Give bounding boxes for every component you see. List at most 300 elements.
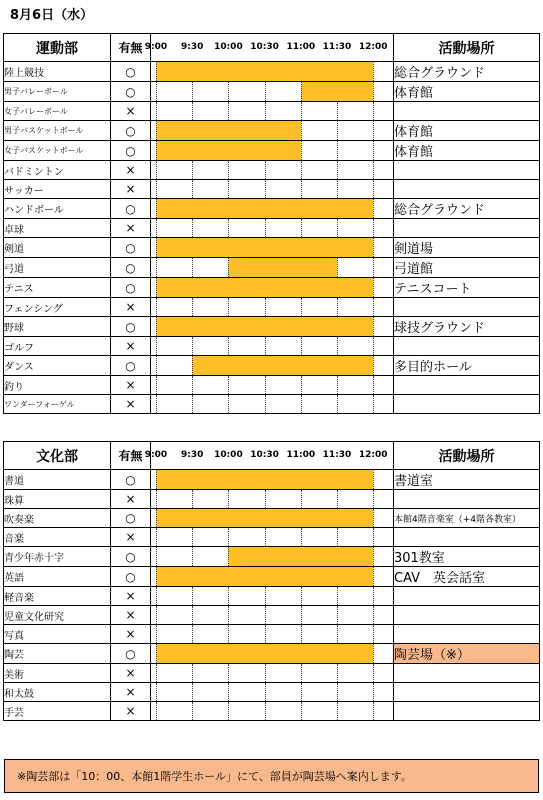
activity-status: ×: [111, 625, 151, 644]
time-gridline: [265, 625, 266, 643]
club-row: [4, 258, 540, 278]
time-gridline: [156, 199, 157, 218]
club-row: [4, 664, 540, 683]
time-gridline: [192, 102, 193, 120]
time-gridline: [337, 121, 338, 140]
time-gridline: [337, 625, 338, 643]
club-row: [4, 238, 540, 258]
club-name: 男子バスケットボール: [4, 121, 111, 141]
club-row: [4, 395, 540, 414]
time-gridline: [373, 219, 374, 237]
timeline-cell: [151, 547, 394, 567]
time-gridline: [228, 376, 229, 394]
time-gridline: [337, 683, 338, 701]
time-gridline: [156, 490, 157, 508]
time-gridline: [337, 490, 338, 508]
time-gridline: [156, 82, 157, 101]
time-gridline: [265, 337, 266, 355]
time-gridline: [373, 258, 374, 277]
activity-place: CAV 英会話室: [394, 567, 540, 587]
club-name: ハンドボール: [4, 199, 111, 219]
activity-status: ×: [111, 337, 151, 356]
club-row: [4, 376, 540, 395]
activity-status: ×: [111, 664, 151, 683]
time-gridline: [265, 702, 266, 720]
activity-status: ○: [111, 356, 151, 376]
time-label: 9:30: [180, 450, 204, 460]
time-gridline: [373, 121, 374, 140]
time-label: 9:00: [144, 450, 168, 460]
activity-status: ×: [111, 219, 151, 238]
activity-place: [394, 337, 540, 356]
timeline-cell: [151, 258, 394, 278]
activity-status: ×: [111, 298, 151, 317]
time-gridline: [192, 376, 193, 394]
time-gridline: [337, 664, 338, 682]
time-gridline: [337, 702, 338, 720]
sports-club-table: [3, 33, 540, 414]
activity-time-bar: [301, 82, 373, 101]
time-gridline: [192, 395, 193, 413]
time-gridline: [301, 161, 302, 179]
activity-time-bar: [156, 278, 373, 297]
time-gridline: [337, 528, 338, 546]
activity-place: 体育館: [394, 82, 540, 102]
activity-status: ○: [111, 317, 151, 337]
activity-time-bar: [156, 199, 373, 218]
club-name: 吹奏楽: [4, 509, 111, 528]
club-row: [4, 606, 540, 625]
activity-place: [394, 376, 540, 395]
activity-place: [394, 161, 540, 180]
activity-time-bar: [156, 567, 373, 586]
time-gridline: [192, 219, 193, 237]
club-name: 軽音楽: [4, 587, 111, 606]
time-gridline: [156, 141, 157, 160]
activity-time-bar: [156, 470, 373, 489]
club-row: [4, 102, 540, 121]
time-gridline: [156, 102, 157, 120]
sports-header-place: 活動場所: [394, 34, 540, 62]
time-gridline: [265, 528, 266, 546]
time-gridline: [337, 102, 338, 120]
time-gridline: [156, 395, 157, 413]
time-gridline: [301, 702, 302, 720]
activity-place: [394, 683, 540, 702]
time-gridline: [192, 683, 193, 701]
time-label: 10:00: [214, 450, 243, 460]
activity-place: [394, 702, 540, 721]
club-row: [4, 587, 540, 606]
time-gridline: [228, 337, 229, 355]
club-row: [4, 547, 540, 567]
club-row: [4, 298, 540, 317]
club-row: [4, 219, 540, 238]
activity-status: ○: [111, 141, 151, 161]
timeline-cell: [151, 683, 394, 702]
activity-place: 体育館: [394, 121, 540, 141]
time-label: 12:00: [358, 450, 388, 460]
time-gridline: [337, 141, 338, 160]
time-gridline: [156, 238, 157, 257]
club-row: [4, 199, 540, 219]
activity-status: ○: [111, 62, 151, 82]
time-gridline: [192, 161, 193, 179]
time-gridline: [301, 625, 302, 643]
time-gridline: [301, 337, 302, 355]
time-gridline: [228, 683, 229, 701]
timeline-cell: [151, 625, 394, 644]
time-label: 11:30: [322, 450, 352, 460]
time-gridline: [373, 317, 374, 336]
activity-place: 弓道館: [394, 258, 540, 278]
activity-place: 剣道場: [394, 238, 540, 258]
time-gridline: [301, 587, 302, 605]
activity-status: ○: [111, 258, 151, 278]
time-gridline: [192, 298, 193, 316]
activity-place: 301教室: [394, 547, 540, 567]
time-gridline: [373, 376, 374, 394]
activity-status: ×: [111, 395, 151, 414]
culture-header-times: [144, 442, 394, 470]
culture-header-row: [4, 442, 540, 470]
club-row: [4, 702, 540, 721]
activity-place: 本館4階音楽室（+4階各教室）: [394, 509, 540, 528]
activity-place: 書道室: [394, 470, 540, 490]
time-gridline: [265, 587, 266, 605]
timeline-cell: [151, 62, 394, 82]
activity-time-bar: [156, 141, 301, 160]
time-gridline: [156, 683, 157, 701]
activity-place: [394, 395, 540, 414]
culture-header-yn: 有無: [111, 442, 151, 470]
timeline-cell: [151, 644, 394, 664]
time-gridline: [156, 278, 157, 297]
club-name: サッカー: [4, 180, 111, 199]
time-gridline: [192, 337, 193, 355]
time-gridline: [192, 547, 193, 566]
activity-status: ○: [111, 278, 151, 298]
time-gridline: [301, 219, 302, 237]
time-gridline: [265, 298, 266, 316]
time-gridline: [373, 683, 374, 701]
activity-place: [394, 528, 540, 547]
activity-time-bar: [156, 317, 373, 336]
activity-time-bar: [228, 258, 337, 277]
activity-place: 総合グラウンド: [394, 199, 540, 219]
club-name: 女子バスケットボール: [4, 141, 111, 161]
time-gridline: [228, 102, 229, 120]
activity-status: ○: [111, 470, 151, 490]
time-gridline: [192, 258, 193, 277]
time-gridline: [156, 470, 157, 489]
time-gridline: [156, 121, 157, 140]
time-gridline: [228, 702, 229, 720]
time-gridline: [192, 490, 193, 508]
time-gridline: [373, 470, 374, 489]
time-gridline: [373, 356, 374, 375]
activity-place: 多目的ホール: [394, 356, 540, 376]
time-gridline: [156, 180, 157, 198]
time-gridline: [228, 298, 229, 316]
club-row: [4, 509, 540, 528]
time-gridline: [337, 395, 338, 413]
time-gridline: [373, 102, 374, 120]
time-gridline: [373, 702, 374, 720]
activity-time-bar: [192, 356, 373, 375]
time-gridline: [156, 219, 157, 237]
time-gridline: [192, 625, 193, 643]
time-gridline: [192, 356, 193, 375]
timeline-cell: [151, 395, 394, 414]
time-gridline: [156, 161, 157, 179]
club-name: 写真: [4, 625, 111, 644]
activity-status: ×: [111, 490, 151, 509]
time-gridline: [301, 683, 302, 701]
time-gridline: [373, 82, 374, 101]
time-gridline: [337, 587, 338, 605]
time-gridline: [301, 490, 302, 508]
timeline-cell: [151, 702, 394, 721]
timeline-cell: [151, 180, 394, 199]
culture-club-table: [3, 441, 540, 721]
time-gridline: [373, 490, 374, 508]
club-row: [4, 470, 540, 490]
time-gridline: [156, 528, 157, 546]
timeline-cell: [151, 509, 394, 528]
club-name: 弓道: [4, 258, 111, 278]
time-gridline: [156, 547, 157, 566]
club-row: [4, 278, 540, 298]
time-gridline: [337, 258, 338, 277]
time-label: 9:00: [144, 42, 168, 52]
time-gridline: [373, 587, 374, 605]
club-row: [4, 567, 540, 587]
time-gridline: [373, 278, 374, 297]
time-gridline: [301, 102, 302, 120]
time-gridline: [373, 161, 374, 179]
club-row: [4, 180, 540, 199]
time-gridline: [156, 644, 157, 663]
time-gridline: [373, 337, 374, 355]
time-gridline: [373, 199, 374, 218]
club-row: [4, 141, 540, 161]
activity-status: ×: [111, 102, 151, 121]
time-gridline: [265, 376, 266, 394]
club-name: ワンダーフォーゲル: [4, 395, 111, 414]
time-gridline: [156, 587, 157, 605]
time-gridline: [373, 509, 374, 527]
time-gridline: [301, 180, 302, 198]
time-gridline: [192, 587, 193, 605]
time-gridline: [156, 337, 157, 355]
timeline-cell: [151, 664, 394, 683]
sports-header-times: [144, 34, 394, 62]
activity-status: ×: [111, 606, 151, 625]
timeline-cell: [151, 238, 394, 258]
time-gridline: [192, 528, 193, 546]
time-gridline: [228, 547, 229, 566]
activity-time-bar: [156, 509, 373, 527]
activity-time-bar: [156, 644, 373, 663]
time-gridline: [192, 606, 193, 624]
activity-status: ○: [111, 238, 151, 258]
activity-place: テニスコート: [394, 278, 540, 298]
time-gridline: [373, 625, 374, 643]
activity-status: ○: [111, 509, 151, 528]
time-gridline: [156, 356, 157, 375]
time-gridline: [301, 141, 302, 160]
time-gridline: [228, 395, 229, 413]
time-gridline: [337, 219, 338, 237]
club-name: フェンシング: [4, 298, 111, 317]
activity-place: [394, 298, 540, 317]
timeline-cell: [151, 141, 394, 161]
time-gridline: [265, 683, 266, 701]
time-gridline: [265, 161, 266, 179]
time-label: 11:30: [322, 42, 352, 52]
time-gridline: [156, 509, 157, 527]
club-name: 陶芸: [4, 644, 111, 664]
club-name: 釣り: [4, 376, 111, 395]
activity-status: ○: [111, 547, 151, 567]
time-gridline: [156, 376, 157, 394]
activity-status: ×: [111, 180, 151, 199]
time-gridline: [228, 528, 229, 546]
time-gridline: [337, 180, 338, 198]
timeline-cell: [151, 82, 394, 102]
time-gridline: [228, 258, 229, 277]
time-gridline: [265, 606, 266, 624]
time-gridline: [156, 62, 157, 81]
time-gridline: [373, 180, 374, 198]
club-name: 美術: [4, 664, 111, 683]
time-gridline: [156, 606, 157, 624]
time-gridline: [228, 587, 229, 605]
club-name: 男子バレーボール: [4, 82, 111, 102]
timeline-cell: [151, 337, 394, 356]
time-gridline: [301, 376, 302, 394]
time-gridline: [301, 82, 302, 101]
time-gridline: [156, 702, 157, 720]
ceramics-note: ※陶芸部は「10：00、本館1階学生ホール」にて、部員が陶芸場へ案内します。: [4, 759, 539, 793]
activity-place: [394, 102, 540, 121]
time-gridline: [265, 82, 266, 101]
time-gridline: [192, 702, 193, 720]
timeline-cell: [151, 470, 394, 490]
time-gridline: [373, 547, 374, 566]
activity-place: [394, 490, 540, 509]
club-row: [4, 490, 540, 509]
time-gridline: [265, 490, 266, 508]
time-gridline: [156, 664, 157, 682]
time-gridline: [228, 180, 229, 198]
time-gridline: [228, 625, 229, 643]
time-gridline: [373, 644, 374, 663]
time-gridline: [228, 82, 229, 101]
club-row: [4, 683, 540, 702]
activity-place: 体育館: [394, 141, 540, 161]
time-gridline: [301, 395, 302, 413]
club-name: ゴルフ: [4, 337, 111, 356]
club-row: [4, 161, 540, 180]
club-row: [4, 625, 540, 644]
club-row: [4, 337, 540, 356]
club-row: [4, 528, 540, 547]
time-gridline: [265, 664, 266, 682]
timeline-cell: [151, 219, 394, 238]
activity-status: ×: [111, 376, 151, 395]
club-row: [4, 317, 540, 337]
club-name: 野球: [4, 317, 111, 337]
time-gridline: [228, 219, 229, 237]
culture-header-name: 文化部: [4, 442, 111, 470]
activity-time-bar: [156, 121, 301, 140]
time-gridline: [301, 664, 302, 682]
club-name: 卓球: [4, 219, 111, 238]
activity-status: ×: [111, 702, 151, 721]
timeline-cell: [151, 356, 394, 376]
activity-time-bar: [156, 62, 373, 81]
activity-status: ×: [111, 528, 151, 547]
time-gridline: [337, 298, 338, 316]
time-gridline: [373, 298, 374, 316]
activity-status: ○: [111, 567, 151, 587]
time-label: 12:00: [358, 42, 388, 52]
time-gridline: [337, 606, 338, 624]
time-gridline: [337, 161, 338, 179]
time-gridline: [192, 82, 193, 101]
activity-time-bar: [156, 238, 373, 257]
activity-time-bar: [228, 547, 373, 566]
time-gridline: [156, 567, 157, 586]
club-name: 女子バレーボール: [4, 102, 111, 121]
club-name: 書道: [4, 470, 111, 490]
activity-status: ×: [111, 683, 151, 702]
schedule-date: 8月6日（水）: [10, 8, 94, 23]
club-name: 児童文化研究: [4, 606, 111, 625]
club-name: テニス: [4, 278, 111, 298]
time-gridline: [192, 664, 193, 682]
time-gridline: [192, 180, 193, 198]
time-label: 11:00: [286, 450, 316, 460]
club-name: ダンス: [4, 356, 111, 376]
activity-place: [394, 606, 540, 625]
timeline-cell: [151, 298, 394, 317]
time-gridline: [156, 258, 157, 277]
culture-header-place: 活動場所: [394, 442, 540, 470]
sports-header-row: [4, 34, 540, 62]
club-name: 和太鼓: [4, 683, 111, 702]
time-gridline: [265, 395, 266, 413]
timeline-cell: [151, 161, 394, 180]
club-name: バドミントン: [4, 161, 111, 180]
activity-place: [394, 587, 540, 606]
time-gridline: [373, 141, 374, 160]
activity-place: 陶芸場（※）: [394, 644, 540, 664]
activity-place: [394, 180, 540, 199]
activity-status: ×: [111, 161, 151, 180]
activity-place: 球技グラウンド: [394, 317, 540, 337]
timeline-cell: [151, 528, 394, 547]
time-gridline: [373, 664, 374, 682]
club-name: 手芸: [4, 702, 111, 721]
activity-place: 総合グラウンド: [394, 62, 540, 82]
timeline-cell: [151, 587, 394, 606]
time-gridline: [373, 62, 374, 81]
time-gridline: [265, 180, 266, 198]
timeline-cell: [151, 317, 394, 337]
